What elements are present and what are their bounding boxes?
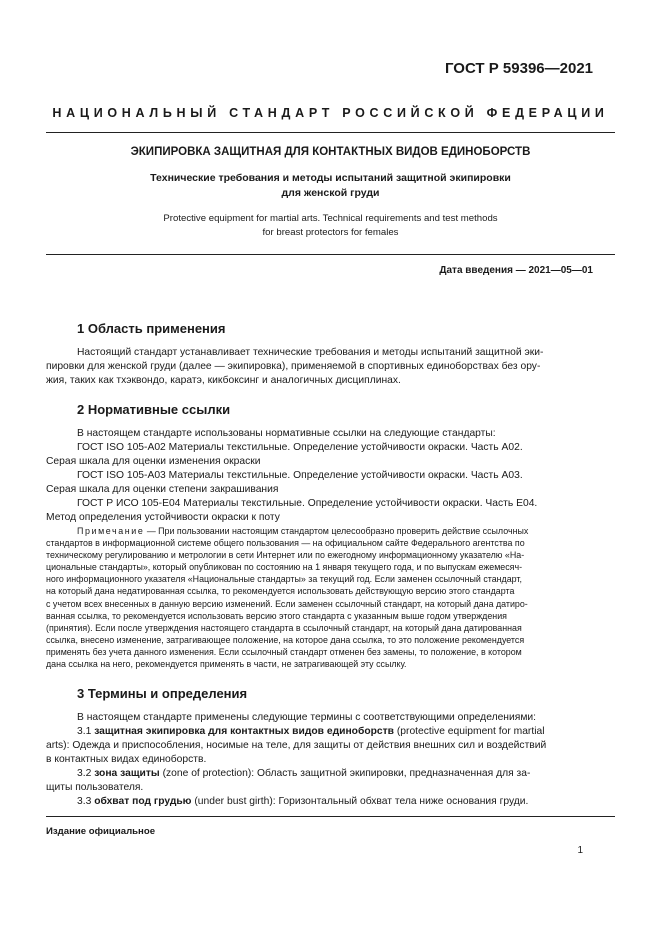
section-2-heading: 2 Нормативные ссылки	[77, 402, 231, 417]
document-subtitle	[46, 171, 615, 201]
english-title-line: Protective equipment for martial arts. Technical requirements and test methods	[163, 213, 498, 224]
note-line: ного информационного указателя «Национальные стандарты» за текущий год. Если заменен ссылочный стандарт,	[46, 574, 522, 585]
note-line: ванная ссылка, то рекомендуется использовать версию этого стандарта с указанным выше годом утверждения	[46, 610, 507, 621]
title-divider	[46, 254, 615, 255]
term-definition: (under bust girth): Горизонтальный обхват тела ниже основания груди.	[191, 796, 529, 807]
note-line: стандартов в информационной системе общего пользования — на официальном сайте Федерального агентства по	[46, 538, 525, 549]
reference-line: ГОСТ ISO 105-A02 Материалы текстильные. Определение устойчивости окраски. Часть A02.	[77, 442, 523, 453]
note-line: (принятия). Если после утверждения настоящего стандарта в ссылочный стандарт, на который дана датированная	[46, 622, 522, 633]
note-line	[46, 525, 584, 537]
term-name: зона защиты	[94, 768, 160, 779]
note-line: дана ссылка на него, рекомендуется применять в части, не затрагивающей эту ссылку.	[46, 659, 407, 670]
note-line: на который дана недатированная ссылка, то рекомендуется использовать действующую версию этого стандарта	[46, 586, 515, 597]
note-line: техническому регулированию и метрологии в сети Интернет или по ежегодному информационному указателю «На-	[46, 550, 525, 561]
term-line	[46, 795, 584, 809]
reference-line: ГОСТ Р ИСО 105-E04 Материалы текстильные. Определение устойчивости окраски. Часть E04.	[77, 498, 538, 509]
official-edition-label: Издание официальное	[46, 826, 156, 837]
note-line: с учетом всех внесенных в данную версию изменений. Если заменен ссылочный стандарт, на который дана датиро-	[46, 598, 528, 609]
section-1-heading: 1 Область применения	[77, 321, 226, 336]
section-2-note	[46, 525, 584, 670]
section-1-text	[46, 346, 584, 388]
section-3-text	[46, 711, 584, 809]
note-line: ссылка, внесено изменение, затрагивающее положение, на которое дана ссылка, то это положение рекомендуется	[46, 634, 525, 645]
effective-date: Дата введения — 2021—05—01	[439, 265, 593, 276]
term-number: 3.3	[77, 796, 95, 807]
footer-divider	[46, 816, 615, 817]
reference-line: Метод определения устойчивости окраски к поту	[46, 512, 280, 523]
standard-designation: ГОСТ Р 59396—2021	[444, 60, 593, 77]
page-number: 1	[577, 845, 583, 856]
term-number: 3.2	[77, 768, 95, 779]
reference-line: Серая шкала для оценки степени закрашивания	[46, 484, 279, 495]
section-2-text	[46, 427, 584, 525]
subtitle-line: Технические требования и методы испытаний защитной экипировки	[150, 172, 511, 184]
note-label: Примечание	[77, 526, 145, 536]
term-definition: (protective equipment for martial	[394, 726, 545, 737]
term-line	[46, 767, 584, 781]
term-line: щиты пользователя.	[46, 782, 144, 793]
term-name: защитная экипировка для контактных видов единоборств	[94, 726, 394, 737]
note-text: — При пользовании настоящим стандартом целесообразно проверить действие ссылочных	[144, 526, 529, 536]
english-title-line: for breast protectors for females	[262, 227, 399, 238]
text-line: В настоящем стандарте использованы нормативные ссылки на следующие стандарты:	[77, 428, 496, 439]
reference-line: Серая шкала для оценки изменения окраски	[46, 456, 261, 467]
text-line: В настоящем стандарте применены следующие термины с соответствующими определениями:	[77, 712, 537, 723]
text-line: пировки для женской груди (далее — экипировка), применяемой в спортивных единоборствах без ору-	[46, 361, 541, 372]
term-definition: (zone of protection): Область защитной экипировки, предназначенная для за-	[159, 768, 531, 779]
subtitle-line: для женской груди	[281, 187, 380, 199]
term-number: 3.1	[77, 726, 95, 737]
text-line: жия, таких как тхэквондо, каратэ, кикбоксинг и аналогичных дисциплинах.	[46, 375, 401, 386]
header-divider	[46, 132, 615, 133]
text-line: Настоящий стандарт устанавливает технические требования и методы испытаний защитной эки-	[77, 347, 544, 358]
section-3-heading: 3 Термины и определения	[77, 686, 248, 701]
reference-line: ГОСТ ISO 105-A03 Материалы текстильные. Определение устойчивости окраски. Часть A03.	[77, 470, 523, 481]
english-title	[46, 212, 615, 240]
term-line: в контактных видах единоборств.	[46, 754, 207, 765]
note-line: циональные стандарты», который опубликован по состоянию на 1 января текущего года, и по выпускам ежемесяч-	[46, 562, 523, 573]
note-line: применять без учета данного изменения. Если ссылочный стандарт отменен без замены, то положение, в котором	[46, 646, 522, 657]
term-name: обхват под грудью	[94, 796, 192, 807]
national-standard-banner: НАЦИОНАЛЬНЫЙ СТАНДАРТ РОССИЙСКОЙ ФЕДЕРАЦИИ	[52, 106, 609, 120]
document-title: ЭКИПИРОВКА ЗАЩИТНАЯ ДЛЯ КОНТАКТНЫХ ВИДОВ ЕДИНОБОРСТВ	[130, 146, 531, 158]
term-line: arts): Одежда и приспособления, носимые на теле, для защиты от действия внешних сил и воздействий	[46, 740, 547, 751]
term-line	[46, 725, 584, 739]
